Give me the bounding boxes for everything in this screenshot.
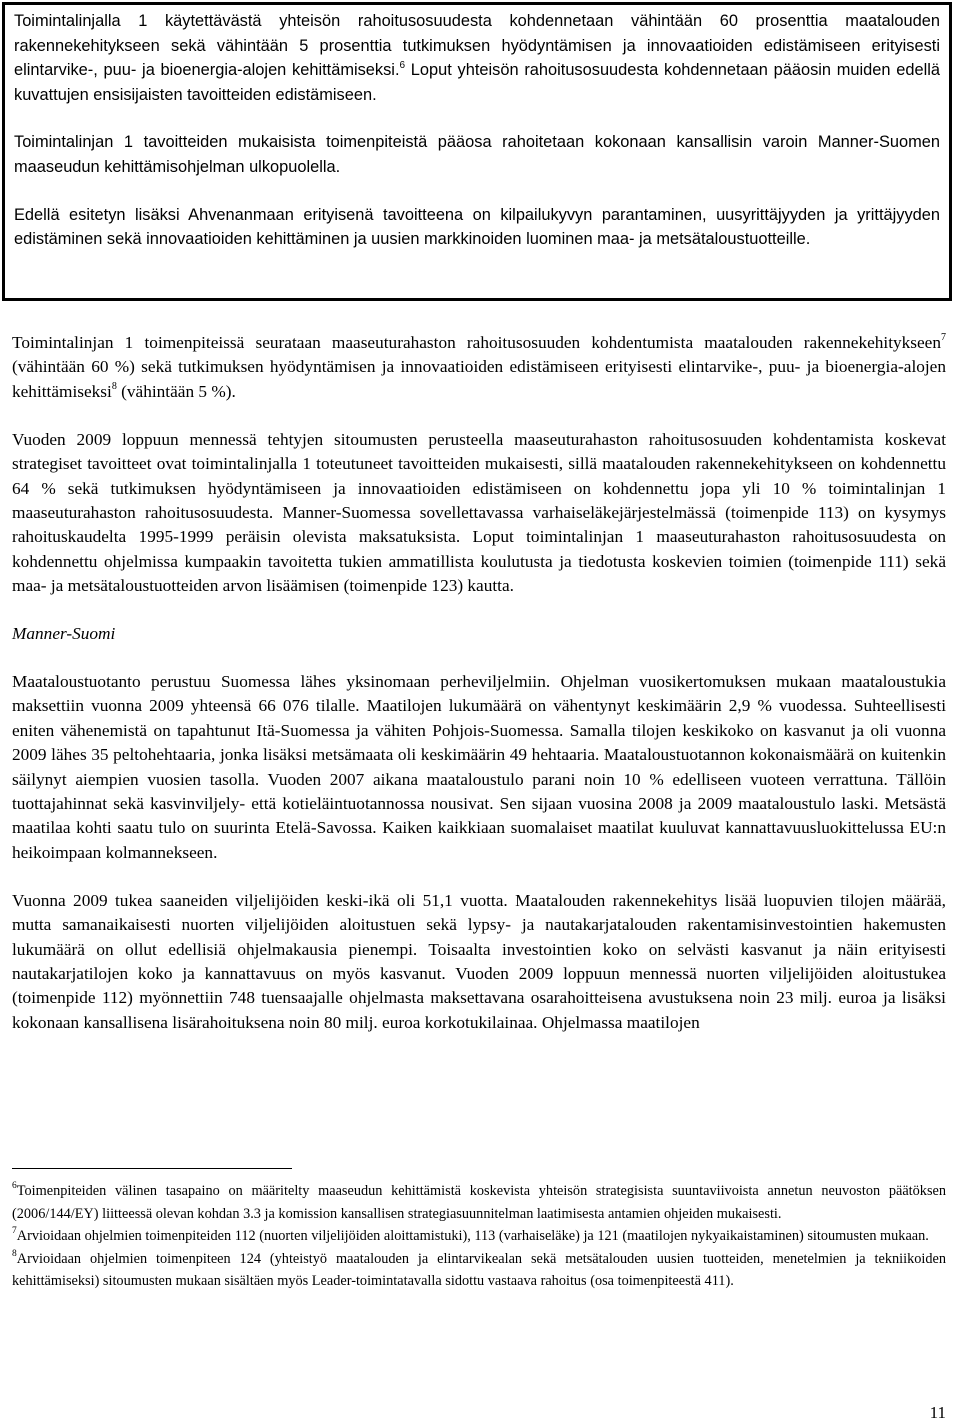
box-paragraph-3: Edellä esitetyn lisäksi Ahvenanmaan erityisenä tavoitteena on kilpailukyvyn parantaminen, uusyrittäjyyden ja yrittäjyyden edistäminen sekä innovaatioiden kehittäminen ja uusien markkinoiden luominen maa- ja metsätaloustuotteille. bbox=[14, 205, 940, 249]
footnote-ref-8[interactable]: 8 bbox=[111, 381, 117, 393]
box-paragraph-1: Toimintalinjalla 1 käytettävästä yhteisön rahoitusosuudesta kohdennetaan vähintään 60 prosenttia maatalouden rakennekehitykseen sekä vähintään 5 prosenttia tutkimuksen hyödyntämisen ja innovaatioiden edistämiseen erityisesti elintarvike-, puu- ja bioenergia-alojen kehittämiseksi.$^6$ Loput yhteisön rahoitusosuudesta kohdennetaan pääosin muiden edellä kuvattujen ensisijaisten tavoitteiden edistämiseen. bbox=[14, 12, 940, 104]
footnote-8: $^8$Arvioidaan ohjelmien toimenpiteen 124 (yhteistyö maatalouden ja elintarvikealan sekä metsätalouden uusien tuotteiden, menetelmien ja tekniikoiden kehittämiseksi) sitoumusten mukaan sisältäen myös Leader-toimintatavalla sidottu vastaava rahoitus (osa toimenpiteestä 411). bbox=[12, 1249, 946, 1290]
footnote-7: $^7$Arvioidaan ohjelmien toimenpiteiden 112 (nuorten viljelijöiden aloittamistuki), 113 (varhaiseläke) ja 121 (maatilojen nykyaikaistaminen) sitoumusten mukaan. bbox=[12, 1226, 929, 1245]
section-heading: Manner-Suomi bbox=[12, 624, 116, 644]
footnote-ref-6[interactable]: 6 bbox=[399, 59, 406, 71]
body-paragraph-4: Vuonna 2009 tukea saaneiden viljelijöiden keski-ikä oli 51,1 vuotta. Maatalouden rakennekehitys lisää luopuvien tilojen määrää, mutta samanaikaisesti nuorten viljelijöiden aloitustuen sekä lypsy- ja nautakarjatalouden rakentamisinvestointien hakemusten lukumäärä on ollut edellisiä ohjelmakausia pienempi. Toisaalta investointien koko on selvästi kasvanut ja näin erityisesti nautakarjatilojen koko ja kannattavuus on myös kasvanut. Vuoden 2009 loppuun mennessä nuorten viljelijöiden aloitustukea (toimenpide 112) myönnettiin 748 tuensaajalle ohjelmasta maksettavana osarahoitteisena avustuksena noin 23 milj. euroa ja lisäksi kokonaan kansallisena lisärahoituksena noin 80 milj. euroa korkotukilainaa. Ohjelmassa maatilojen bbox=[12, 890, 946, 1032]
body-paragraph-3: Maataloustuotanto perustuu Suomessa lähes yksinomaan perheviljelmiin. Ohjelman vuosikertomuksen mukaan maataloustukia maksettiin vuonna 2009 yhteensä 66 076 tilalle. Maatilojen lukumäärä on vähentynyt keskimäärin 2,9 % vuodessa. Suhteellisesti eniten vähenemistä on tapahtunut Itä-Suomessa ja vähiten Pohjois-Suomessa. Samalla tilojen keskikoko on kasvanut ja oli vuonna 2009 lähes 35 peltohehtaaria, jonka lisäksi metsämaata oli keskimäärin 49 hehtaaria. Maataloustuotannon kokonaismäärä on kuitenkin säilynyt aiempien vuosien tasolla. Vuoden 2007 aikana maataloustulo parani noin 10 % edelliseen vuoteen verrattuna. Tällöin tuottajahinnat sekä kasvinviljely- että kotieläintuotannossa nousivat. Sen sijaan vuosina 2008 ja 2009 maataloustulo laski. Metsästä maatilaa kohti saatu tulo on suurinta Etelä-Savossa. Kaiken kaikkiaan suomalaiset maatilat kuuluvat kannattavuusluokittelussa EU:n heikoimpaan kolmannekseen. bbox=[12, 671, 946, 862]
footnote-ref-7[interactable]: 7 bbox=[941, 332, 946, 344]
footnote-divider bbox=[12, 1168, 292, 1169]
footnotes bbox=[12, 1180, 946, 1293]
page-number: 11 bbox=[929, 1403, 946, 1422]
main-text bbox=[12, 331, 946, 1059]
body-paragraph-2: Vuoden 2009 loppuun mennessä tehtyjen sitoumusten perusteella maaseuturahaston rahoitusosuuden kohdentamista koskevat strategiset tavoitteet ovat toimintalinjalla 1 toteutuneet tavoitteiden mukaisesti, sillä maatalouden rakennekehitykseen on kohdennettu 64 % sekä tutkimuksen hyödyntämiseen ja innovaatioiden edistämiseen on kohdennettu jopa yli 10 % toimintalinjan 1 maaseuturahaston rahoitusosuudesta. Manner-Suomessa sovellettavassa varhaiseläkejärjestelmässä (toimenpide 113) on kysymys rahoituskaudelta 1995-1999 peräisin olevista maksatuksista. Loput toimintalinjan 1 maaseuturahaston rahoitusosuudesta on kohdennettu ohjelmissa kumpaakin tavoitetta tukien ammatillista koulutusta ja tiedotusta koskevien toimien (toimenpide 111) sekä maa- ja metsätaloustuotteiden arvon lisäämisen (toimenpide 123) kautta. bbox=[12, 429, 946, 596]
box-paragraph-2: Toimintalinjan 1 tavoitteiden mukaisista toimenpiteistä pääosa rahoitetaan kokonaan kansallisin varoin Manner-Suomen maaseudun kehittämisohjelman ulkopuolella. bbox=[14, 133, 940, 176]
footnote-6: $^6$Toimenpiteiden välinen tasapaino on määritelty maaseudun kehittämistä koskevista yhteisön strategisista suuntaviivoista annetun neuvoston päätöksen (2006/144/EY) liitteessä olevan kohdan 3.3 ja komission kansallisen strategiasuunnitelman laatimisesta antamien ohjeiden mukaisesti. bbox=[12, 1181, 946, 1222]
body-paragraph-1: Toimintalinjan 1 toimenpiteissä seurataan maaseuturahaston rahoitusosuuden kohdentumista maatalouden rakennekehitykseen$^7$ (vähintään 60 %) sekä tutkimuksen hyödyntämisen ja innovaatioiden edistämiseen erityisesti elintarvike-, puu- ja bioenergia-alojen kehittämiseksi$^8$ (vähintään 5 %). bbox=[12, 332, 946, 401]
bordered-text-box bbox=[2, 2, 952, 301]
